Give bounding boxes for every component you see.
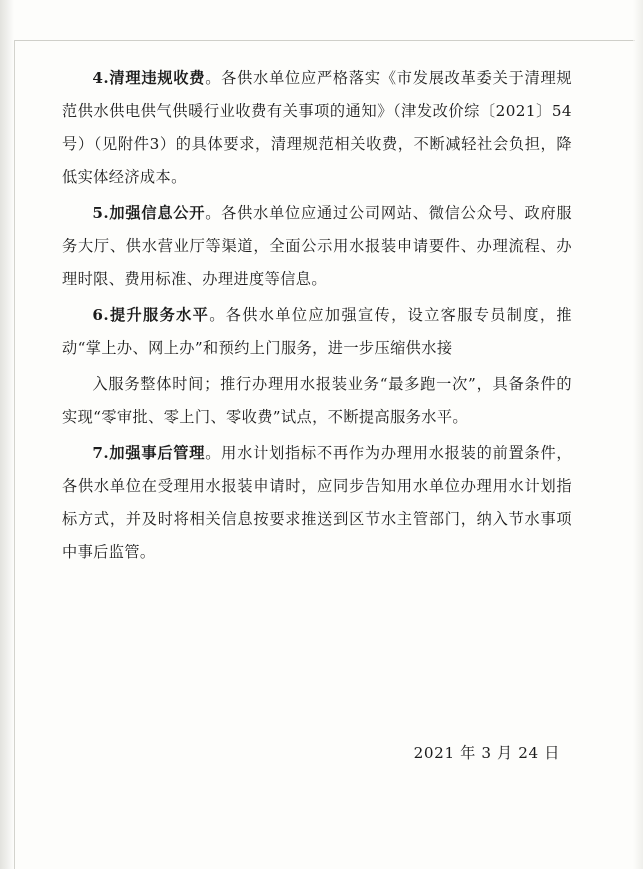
page-border-top [14, 40, 635, 41]
paragraph-5-text: 。各供水单位应通过公司网站、微信公众号、政府服务大厅、供水营业厅等渠道，全面公示用水报装申请要件、办理流程、办理时限、费用标准、办理进度等信息。 [62, 204, 573, 288]
paragraph-6 [62, 299, 572, 365]
paragraph-4-heading: 清理违规收费 [109, 69, 206, 87]
document-date: 2021 年 3 月 24 日 [413, 744, 560, 762]
paragraph-6-text: 。各供水单位应加强宣传，设立客服专员制度，推动“掌上办、网上办”和预约上门服务，进一步压缩供水接 [62, 306, 572, 357]
page-border-left [14, 40, 15, 869]
paragraph-7-heading: 加强事后管理 [109, 444, 206, 462]
paragraph-5-number: 5. [92, 204, 110, 222]
paragraph-7 [62, 437, 572, 569]
paragraph-5-heading: 加强信息公开 [109, 204, 206, 222]
paragraph-4-text: 。各供水单位应严格落实《市发展改革委关于清理规范供水供电供气供暖行业收费有关事项的通知》（津发改价综〔2021〕54号）（见附件3）的具体要求，清理规范相关收费，不断减轻社会负担，降低实体经济成本。 [62, 69, 573, 186]
paragraph-6-continued [62, 368, 572, 434]
paragraph-7-text: 。用水计划指标不再作为办理用水报装的前置条件，各供水单位在受理用水报装申请时，应同步告知用水单位办理用水计划指标方式，并及时将相关信息按要求推送到区节水主管部门，纳入节水事项中事后监管。 [62, 444, 573, 561]
paragraph-6-number: 6. [92, 306, 110, 324]
paragraph-5 [62, 197, 572, 296]
paragraph-4-number: 4. [92, 69, 110, 87]
document-body [62, 62, 572, 572]
paragraph-6-heading: 提升服务水平 [109, 306, 210, 324]
paragraph-6-continued-text: 入服务整体时间；推行办理用水报装业务“最多跑一次”，具备条件的实现“零审批、零上门、零收费”试点，不断提高服务水平。 [62, 375, 572, 426]
paragraph-7-number: 7. [92, 444, 110, 462]
paragraph-4 [62, 62, 572, 194]
